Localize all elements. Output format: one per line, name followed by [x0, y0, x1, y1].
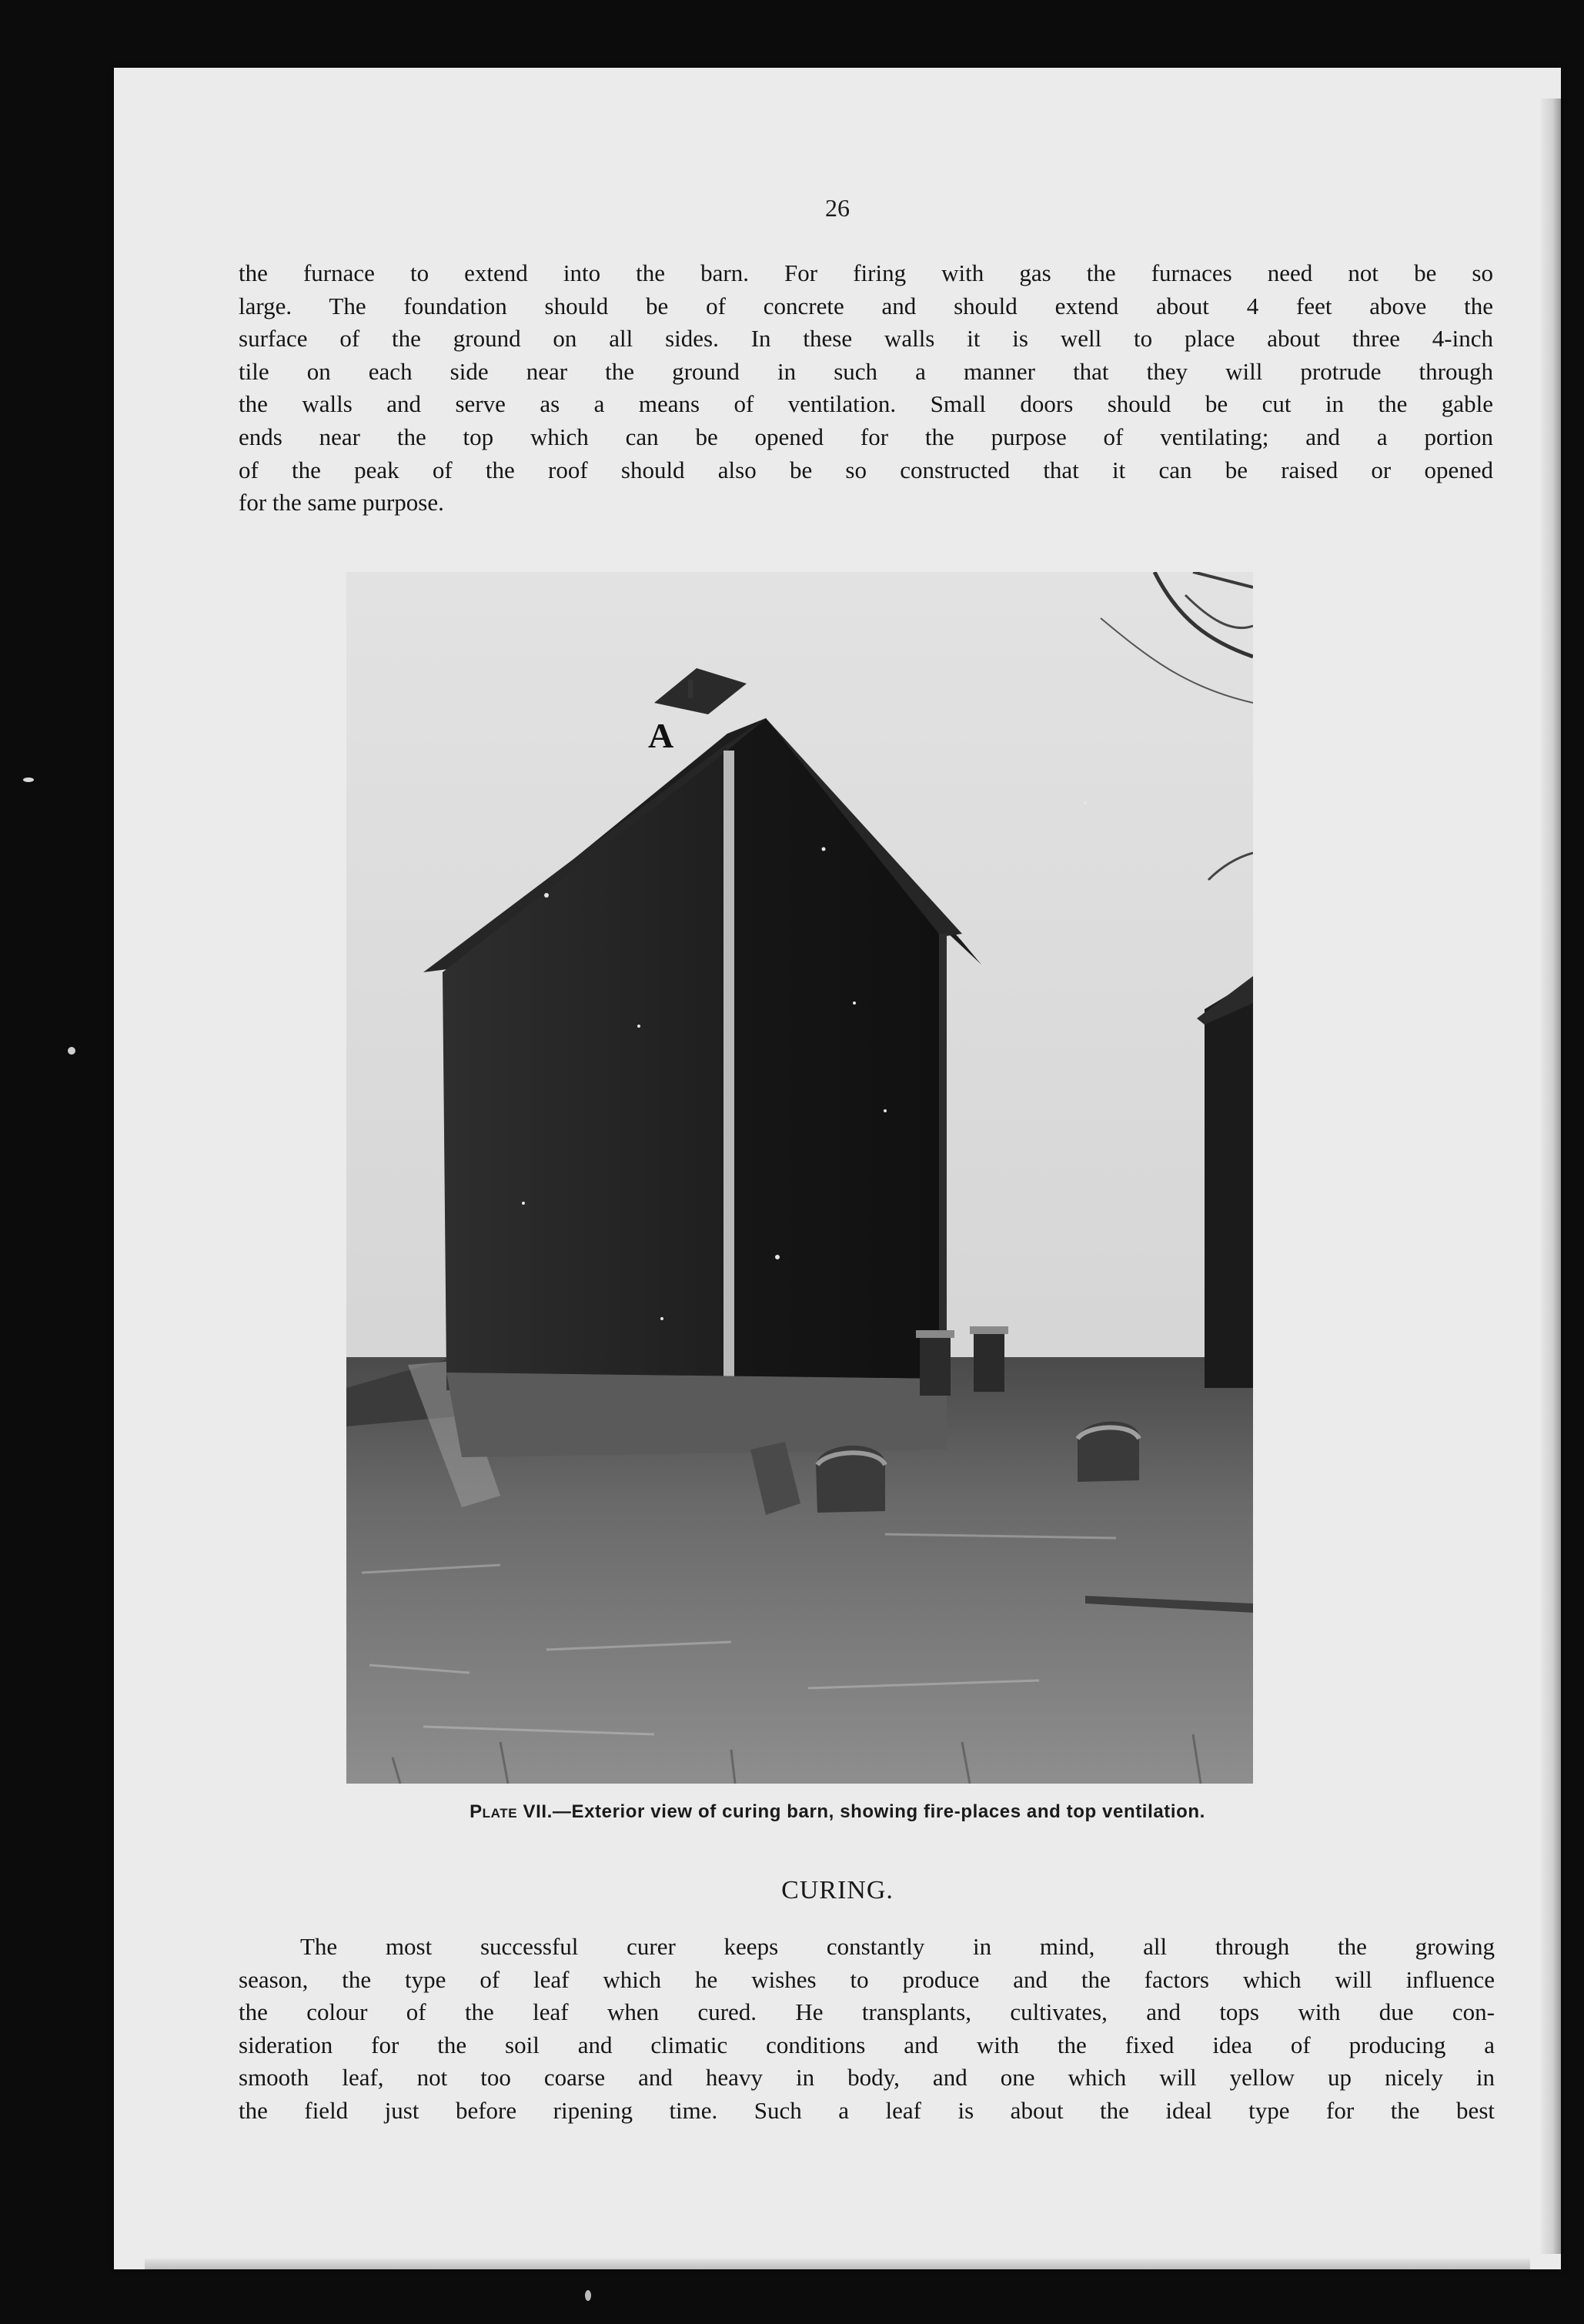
page-bottom-shadow	[145, 2259, 1530, 2269]
text-line: the colour of the leaf when cured. He transplants, cultivates, and tops with due con-	[239, 1998, 1495, 2026]
corner-post	[723, 751, 734, 1377]
section-heading: CURING.	[781, 1876, 894, 1904]
barn-photo-illustration	[346, 572, 1253, 1784]
book-page	[114, 68, 1561, 2269]
chimney-stack	[920, 1334, 951, 1396]
plate-caption-text: .—Exterior view of curing barn, showing fire-places and top ventilation.	[546, 1801, 1205, 1822]
page-edge-shadow	[1541, 99, 1561, 2254]
chimney-stack	[974, 1330, 1004, 1392]
page-number: 26	[825, 194, 850, 222]
plate-marker-label: A	[648, 716, 674, 755]
plate-caption	[114, 1801, 1561, 1823]
text-line: of the peak of the roof should also be so constructed that it can be raised or opened	[239, 456, 1493, 483]
text-line: the furnace to extend into the barn. For firing with gas the furnaces need not be so	[239, 259, 1493, 286]
scan-speck	[68, 1047, 75, 1055]
text-line: smooth leaf, not too coarse and heavy in body, and one which will yellow up nicely in	[239, 2064, 1495, 2092]
scan-speck	[585, 2290, 591, 2301]
text-line: surface of the ground on all sides. In these walls it is well to place about three 4-inch	[239, 325, 1493, 353]
text-line: large. The foundation should be of concrete and should extend about 4 feet above the	[239, 292, 1493, 319]
plate-caption-label: Plate VII	[470, 1801, 547, 1822]
concrete-foundation	[446, 1373, 947, 1457]
text-line: for the same purpose.	[239, 489, 444, 517]
chimney-cap	[916, 1330, 954, 1338]
text-line: ends near the top which can be opened for the purpose of ventilating; and a portion	[239, 423, 1493, 450]
text-line: the walls and serve as a means of ventilation. Small doors should be cut in the gable	[239, 390, 1493, 418]
ventilator-pipe	[688, 680, 693, 698]
text-line: sideration for the soil and climatic conditions and with the fixed idea of producing a	[239, 2031, 1495, 2058]
top-paragraph	[239, 257, 1493, 520]
neighbor-building	[1205, 980, 1253, 1388]
barn-photograph	[346, 572, 1253, 1784]
text-line: tile on each side near the ground in such a manner that they will protrude through	[239, 357, 1493, 385]
bottom-paragraph	[239, 1931, 1495, 2128]
text-line: the field just before ripening time. Such a leaf is about the ideal type for the best	[239, 2096, 1495, 2124]
text-line: season, the type of leaf which he wishes to produce and the factors which will influence	[239, 1965, 1495, 1993]
chimney-cap	[970, 1326, 1008, 1334]
scan-speck	[23, 777, 34, 782]
text-line: The most successful curer keeps constantly in mind, all through the growing	[300, 1933, 1495, 1960]
barn-corner	[939, 934, 947, 1380]
